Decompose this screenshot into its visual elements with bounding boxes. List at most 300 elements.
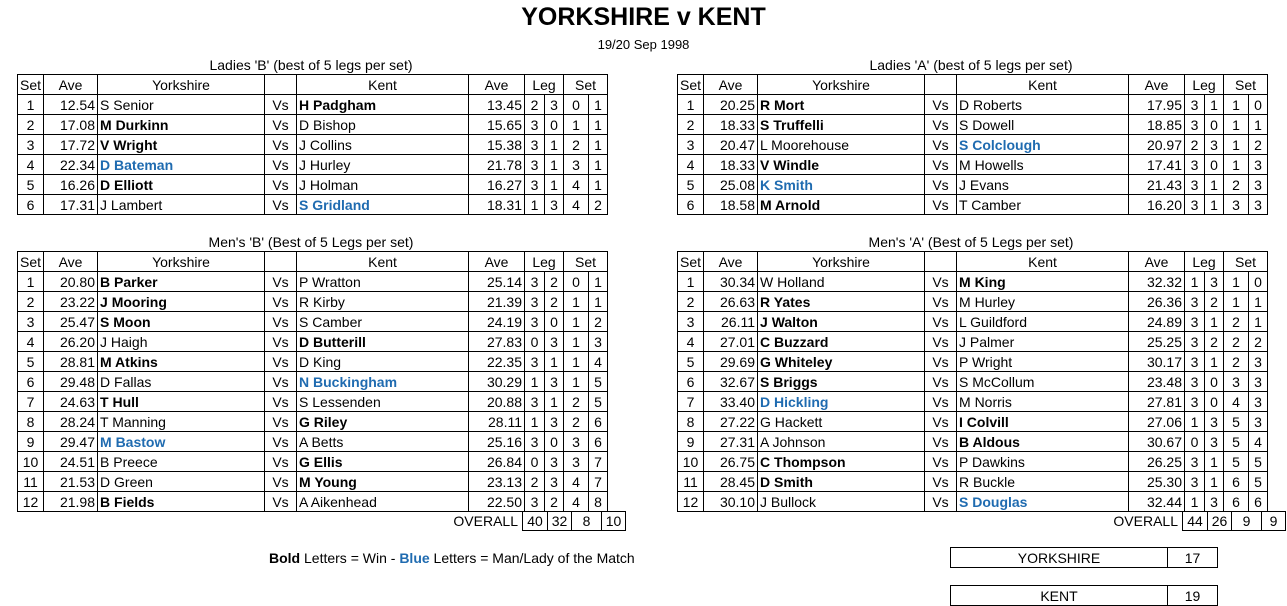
kent-average: 27.83	[469, 332, 525, 352]
yorkshire-average: 27.22	[704, 412, 758, 432]
kent-average: 17.41	[1129, 155, 1185, 175]
yorkshire-average: 23.22	[44, 292, 98, 312]
kent-sets: 1	[1249, 312, 1268, 332]
yorkshire-legs: 1	[525, 412, 545, 432]
kent-sets: 1	[1249, 115, 1268, 135]
total-score: 17	[1168, 548, 1218, 568]
yorkshire-average: 24.51	[44, 452, 98, 472]
vs-header	[265, 75, 297, 95]
legend-bold: Bold	[269, 550, 301, 566]
vs-label: Vs	[925, 412, 957, 432]
kent-player: P Dawkins	[957, 452, 1129, 472]
yorkshire-average: 24.63	[44, 392, 98, 412]
yorkshire-player: S Briggs	[758, 372, 925, 392]
yorkshire-sets: 5	[1224, 432, 1249, 452]
yorkshire-player: M Atkins	[98, 352, 265, 372]
yorkshire-average: 17.08	[44, 115, 98, 135]
yorkshire-player: R Mort	[758, 95, 925, 115]
kent-legs: 3	[1205, 432, 1224, 452]
kent-sets: 5	[1249, 472, 1268, 492]
kent-player: J Evans	[957, 175, 1129, 195]
table-row	[678, 95, 1268, 115]
yorkshire-sets: 2	[1224, 312, 1249, 332]
yorkshire-average: 25.08	[704, 175, 758, 195]
kent-legs: 1	[1205, 472, 1224, 492]
yorkshire-average: 18.33	[704, 115, 758, 135]
set-number: 10	[18, 452, 44, 472]
yorkshire-average: 12.54	[44, 95, 98, 115]
vs-label: Vs	[925, 432, 957, 452]
set-number: 5	[18, 352, 44, 372]
kent-legs: 0	[545, 432, 564, 452]
kent-player: M King	[957, 272, 1129, 292]
yorkshire-sets: 3	[564, 155, 589, 175]
kent-legs: 1	[545, 175, 564, 195]
table-row	[678, 472, 1268, 492]
kent-average: 28.11	[469, 412, 525, 432]
kent-legs: 3	[1205, 135, 1224, 155]
table-row	[18, 472, 608, 492]
kent-sets: 6	[1249, 492, 1268, 512]
kent-sets: 3	[1249, 412, 1268, 432]
yorkshire-player: S Truffelli	[758, 115, 925, 135]
yorkshire-player: D Green	[98, 472, 265, 492]
yorkshire-average: 27.31	[704, 432, 758, 452]
table-row	[18, 95, 608, 115]
kent-legs: 3	[545, 332, 564, 352]
table-row	[678, 135, 1268, 155]
set-header: Set	[1224, 252, 1268, 272]
yorkshire-average: 21.53	[44, 472, 98, 492]
match-date: 19/20 Sep 1998	[597, 37, 690, 52]
yorkshire-sets: 1	[1224, 272, 1249, 292]
yorkshire-average: 30.10	[704, 492, 758, 512]
yorkshire-legs: 3	[525, 352, 545, 372]
overall-yorkshire-legs: 44	[1183, 512, 1208, 531]
vs-header	[925, 252, 957, 272]
kent-average: 15.65	[469, 115, 525, 135]
yorkshire-player: G Hackett	[758, 412, 925, 432]
overall-row	[1183, 512, 1286, 531]
kent-player: T Camber	[957, 195, 1129, 215]
yorkshire-player: D Elliott	[98, 175, 265, 195]
yorkshire-average: 21.98	[44, 492, 98, 512]
kent-average: 25.14	[469, 272, 525, 292]
yorkshire-player: D Bateman	[98, 155, 265, 175]
section-caption: Ladies 'B' (best of 5 legs per set)	[209, 57, 413, 73]
kent-average: 17.95	[1129, 95, 1185, 115]
set-number: 3	[18, 135, 44, 155]
vs-label: Vs	[265, 452, 297, 472]
yorkshire-sets: 3	[1224, 195, 1249, 215]
leg-header: Leg	[1185, 75, 1224, 95]
kent-sets: 0	[1249, 95, 1268, 115]
total-team-name: YORKSHIRE	[951, 548, 1168, 568]
yorkshire-sets: 3	[1224, 372, 1249, 392]
vs-label: Vs	[265, 155, 297, 175]
yorkshire-legs: 3	[1185, 195, 1205, 215]
kent-average: 26.36	[1129, 292, 1185, 312]
yorkshire-header: Yorkshire	[758, 252, 925, 272]
yorkshire-sets: 4	[564, 472, 589, 492]
vs-label: Vs	[265, 272, 297, 292]
table-row	[18, 195, 608, 215]
set-number: 5	[18, 175, 44, 195]
kent-legs: 1	[1205, 95, 1224, 115]
kent-legs: 1	[1205, 352, 1224, 372]
kent-legs: 0	[545, 312, 564, 332]
yorkshire-legs: 2	[525, 472, 545, 492]
yorkshire-sets: 2	[564, 392, 589, 412]
vs-header	[925, 75, 957, 95]
overall-row	[523, 512, 626, 531]
yorkshire-header: Yorkshire	[98, 252, 265, 272]
yorkshire-player: M Bastow	[98, 432, 265, 452]
set-number: 12	[678, 492, 704, 512]
yorkshire-total	[950, 547, 1218, 568]
yorkshire-player: A Johnson	[758, 432, 925, 452]
table-row	[18, 115, 608, 135]
kent-legs: 3	[545, 452, 564, 472]
overall-table	[1182, 511, 1286, 531]
yorkshire-sets: 1	[1224, 115, 1249, 135]
yorkshire-average: 28.24	[44, 412, 98, 432]
table-row	[18, 175, 608, 195]
kent-header: Kent	[297, 75, 469, 95]
table-row	[678, 115, 1268, 135]
table-row	[678, 195, 1268, 215]
leg-header: Leg	[1185, 252, 1224, 272]
yorkshire-legs: 3	[525, 292, 545, 312]
vs-label: Vs	[925, 312, 957, 332]
kent-player: D King	[297, 352, 469, 372]
kent-legs: 1	[1205, 452, 1224, 472]
yorkshire-sets: 4	[564, 492, 589, 512]
kent-player: S Colclough	[957, 135, 1129, 155]
kent-legs: 3	[545, 412, 564, 432]
yorkshire-sets: 1	[564, 332, 589, 352]
yorkshire-average: 17.31	[44, 195, 98, 215]
set-number: 1	[678, 95, 704, 115]
yorkshire-sets: 1	[564, 312, 589, 332]
yorkshire-sets: 0	[564, 272, 589, 292]
vs-label: Vs	[265, 472, 297, 492]
set-number: 8	[678, 412, 704, 432]
table-row	[678, 272, 1268, 292]
set-number: 6	[18, 195, 44, 215]
kent-legs: 1	[1205, 175, 1224, 195]
yorkshire-player: R Yates	[758, 292, 925, 312]
kent-sets: 1	[589, 272, 608, 292]
table-row	[18, 352, 608, 372]
leg-header: Leg	[525, 252, 564, 272]
set-number: 4	[678, 332, 704, 352]
kent-legs: 0	[1205, 115, 1224, 135]
kent-average: 25.16	[469, 432, 525, 452]
kent-player: S Douglas	[957, 492, 1129, 512]
yorkshire-sets: 4	[564, 175, 589, 195]
kent-average: 18.85	[1129, 115, 1185, 135]
yorkshire-average: 28.81	[44, 352, 98, 372]
kent-sets: 3	[1249, 372, 1268, 392]
set-number: 11	[678, 472, 704, 492]
yorkshire-legs: 3	[525, 135, 545, 155]
kent-average: 20.88	[469, 392, 525, 412]
vs-label: Vs	[265, 372, 297, 392]
kent-legs: 2	[545, 492, 564, 512]
set-number: 7	[678, 392, 704, 412]
header-row	[18, 252, 608, 272]
yorkshire-average: 29.48	[44, 372, 98, 392]
vs-label: Vs	[925, 452, 957, 472]
kent-legs: 0	[545, 115, 564, 135]
yorkshire-legs: 3	[525, 392, 545, 412]
legend	[269, 550, 635, 566]
yorkshire-sets: 1	[564, 352, 589, 372]
yorkshire-player: M Arnold	[758, 195, 925, 215]
yorkshire-legs: 3	[1185, 452, 1205, 472]
vs-label: Vs	[265, 115, 297, 135]
kent-legs: 3	[1205, 412, 1224, 432]
ave-header: Ave	[469, 252, 525, 272]
kent-average: 20.97	[1129, 135, 1185, 155]
set-number: 4	[678, 155, 704, 175]
vs-label: Vs	[925, 95, 957, 115]
kent-average: 21.43	[1129, 175, 1185, 195]
ave-header: Ave	[1129, 75, 1185, 95]
kent-player: M Hurley	[957, 292, 1129, 312]
kent-legs: 3	[545, 472, 564, 492]
yorkshire-legs: 3	[1185, 155, 1205, 175]
yorkshire-player: V Wright	[98, 135, 265, 155]
set-number: 2	[18, 115, 44, 135]
yorkshire-legs: 3	[1185, 115, 1205, 135]
kent-player: J Collins	[297, 135, 469, 155]
kent-player: I Colvill	[957, 412, 1129, 432]
kent-average: 23.48	[1129, 372, 1185, 392]
yorkshire-sets: 2	[564, 135, 589, 155]
page-title: YORKSHIRE v KENT	[521, 3, 766, 31]
kent-sets: 3	[1249, 352, 1268, 372]
legend-text-2: Letters = Man/Lady of the Match	[429, 550, 635, 566]
leg-header: Leg	[525, 75, 564, 95]
kent-average: 27.06	[1129, 412, 1185, 432]
table-row	[678, 392, 1268, 412]
table-row	[18, 452, 608, 472]
kent-player: G Ellis	[297, 452, 469, 472]
overall-label: OVERALL	[453, 513, 518, 529]
yorkshire-player: W Holland	[758, 272, 925, 292]
vs-label: Vs	[265, 332, 297, 352]
kent-legs: 0	[1205, 372, 1224, 392]
vs-label: Vs	[265, 312, 297, 332]
kent-sets: 6	[589, 412, 608, 432]
set-number: 7	[18, 392, 44, 412]
yorkshire-sets: 2	[1224, 175, 1249, 195]
yorkshire-player: T Manning	[98, 412, 265, 432]
kent-legs: 3	[545, 372, 564, 392]
yorkshire-legs: 3	[525, 492, 545, 512]
kent-sets: 4	[589, 352, 608, 372]
kent-average: 30.17	[1129, 352, 1185, 372]
set-header: Set	[18, 252, 44, 272]
kent-legs: 0	[1205, 155, 1224, 175]
legend-blue: Blue	[399, 550, 430, 566]
yorkshire-legs: 3	[525, 115, 545, 135]
set-number: 2	[18, 292, 44, 312]
kent-average: 32.44	[1129, 492, 1185, 512]
yorkshire-player: J Lambert	[98, 195, 265, 215]
yorkshire-player: M Durkinn	[98, 115, 265, 135]
ave-header: Ave	[1129, 252, 1185, 272]
yorkshire-sets: 4	[1224, 392, 1249, 412]
yorkshire-average: 25.47	[44, 312, 98, 332]
yorkshire-average: 29.47	[44, 432, 98, 452]
kent-player: A Betts	[297, 432, 469, 452]
table-row	[18, 332, 608, 352]
table-row	[18, 135, 608, 155]
kent-legs: 1	[545, 155, 564, 175]
yorkshire-legs: 3	[1185, 372, 1205, 392]
kent-legs: 2	[1205, 332, 1224, 352]
yorkshire-average: 26.63	[704, 292, 758, 312]
yorkshire-average: 29.69	[704, 352, 758, 372]
table-row	[678, 155, 1268, 175]
yorkshire-average: 22.34	[44, 155, 98, 175]
kent-sets: 0	[1249, 272, 1268, 292]
yorkshire-sets: 2	[1224, 332, 1249, 352]
yorkshire-player: J Haigh	[98, 332, 265, 352]
kent-player: L Guildford	[957, 312, 1129, 332]
section-caption: Men's 'A' (Best of 5 Legs per set)	[868, 234, 1074, 250]
kent-legs: 1	[1205, 312, 1224, 332]
overall-kent-legs: 32	[548, 512, 572, 531]
table-row	[18, 492, 608, 512]
set-header: Set	[678, 75, 704, 95]
overall-yorkshire-sets: 9	[1232, 512, 1262, 531]
vs-label: Vs	[265, 412, 297, 432]
kent-player: G Riley	[297, 412, 469, 432]
overall-kent-legs: 26	[1208, 512, 1232, 531]
yorkshire-sets: 1	[1224, 155, 1249, 175]
yorkshire-average: 30.34	[704, 272, 758, 292]
section-caption: Ladies 'A' (best of 5 legs per set)	[869, 57, 1073, 73]
yorkshire-average: 26.20	[44, 332, 98, 352]
yorkshire-player: S Senior	[98, 95, 265, 115]
set-header: Set	[564, 252, 608, 272]
yorkshire-average: 18.58	[704, 195, 758, 215]
vs-label: Vs	[265, 292, 297, 312]
kent-sets: 6	[589, 432, 608, 452]
kent-sets: 5	[1249, 452, 1268, 472]
yorkshire-average: 26.75	[704, 452, 758, 472]
kent-player: R Buckle	[957, 472, 1129, 492]
yorkshire-player: K Smith	[758, 175, 925, 195]
set-number: 5	[678, 352, 704, 372]
kent-player: H Padgham	[297, 95, 469, 115]
yorkshire-average: 33.40	[704, 392, 758, 412]
vs-label: Vs	[925, 332, 957, 352]
vs-label: Vs	[265, 352, 297, 372]
set-header: Set	[564, 75, 608, 95]
table-row	[18, 155, 608, 175]
vs-label: Vs	[925, 292, 957, 312]
yorkshire-sets: 3	[564, 452, 589, 472]
kent-sets: 1	[589, 292, 608, 312]
set-number: 2	[678, 115, 704, 135]
yorkshire-sets: 1	[564, 372, 589, 392]
yorkshire-legs: 3	[1185, 292, 1205, 312]
vs-label: Vs	[265, 392, 297, 412]
kent-legs: 1	[545, 392, 564, 412]
kent-player: M Young	[297, 472, 469, 492]
kent-sets: 3	[589, 332, 608, 352]
kent-sets: 3	[1249, 392, 1268, 412]
yorkshire-sets: 4	[564, 195, 589, 215]
kent-sets: 3	[1249, 155, 1268, 175]
kent-player: A Aikenhead	[297, 492, 469, 512]
total-team-name: KENT	[951, 586, 1168, 606]
yorkshire-player: B Parker	[98, 272, 265, 292]
set-number: 8	[18, 412, 44, 432]
yorkshire-average: 20.25	[704, 95, 758, 115]
yorkshire-player: J Mooring	[98, 292, 265, 312]
table-row	[18, 312, 608, 332]
table-row	[678, 312, 1268, 332]
yorkshire-legs: 3	[1185, 332, 1205, 352]
ave-header: Ave	[704, 252, 758, 272]
kent-sets: 4	[1249, 432, 1268, 452]
results-table	[677, 251, 1268, 512]
ave-header: Ave	[44, 252, 98, 272]
yorkshire-player: J Walton	[758, 312, 925, 332]
kent-average: 22.50	[469, 492, 525, 512]
table-row	[678, 372, 1268, 392]
kent-legs: 1	[1205, 195, 1224, 215]
vs-label: Vs	[925, 115, 957, 135]
kent-sets: 2	[1249, 332, 1268, 352]
vs-label: Vs	[265, 195, 297, 215]
kent-sets: 2	[589, 312, 608, 332]
yorkshire-legs: 3	[525, 432, 545, 452]
yorkshire-player: S Moon	[98, 312, 265, 332]
kent-sets: 7	[589, 452, 608, 472]
yorkshire-player: D Smith	[758, 472, 925, 492]
yorkshire-sets: 2	[1224, 352, 1249, 372]
kent-player: S Gridland	[297, 195, 469, 215]
overall-table	[522, 511, 626, 531]
yorkshire-player: D Fallas	[98, 372, 265, 392]
kent-player: S Camber	[297, 312, 469, 332]
set-number: 10	[678, 452, 704, 472]
kent-legs: 3	[1205, 492, 1224, 512]
yorkshire-legs: 3	[1185, 95, 1205, 115]
set-number: 1	[18, 272, 44, 292]
kent-player: D Bishop	[297, 115, 469, 135]
yorkshire-player: D Hickling	[758, 392, 925, 412]
kent-player: P Wright	[957, 352, 1129, 372]
yorkshire-legs: 3	[1185, 392, 1205, 412]
kent-player: M Norris	[957, 392, 1129, 412]
kent-average: 15.38	[469, 135, 525, 155]
set-number: 2	[678, 292, 704, 312]
yorkshire-sets: 1	[1224, 292, 1249, 312]
kent-sets: 8	[589, 492, 608, 512]
kent-player: S Lessenden	[297, 392, 469, 412]
yorkshire-player: T Hull	[98, 392, 265, 412]
kent-sets: 3	[1249, 195, 1268, 215]
set-number: 1	[678, 272, 704, 292]
